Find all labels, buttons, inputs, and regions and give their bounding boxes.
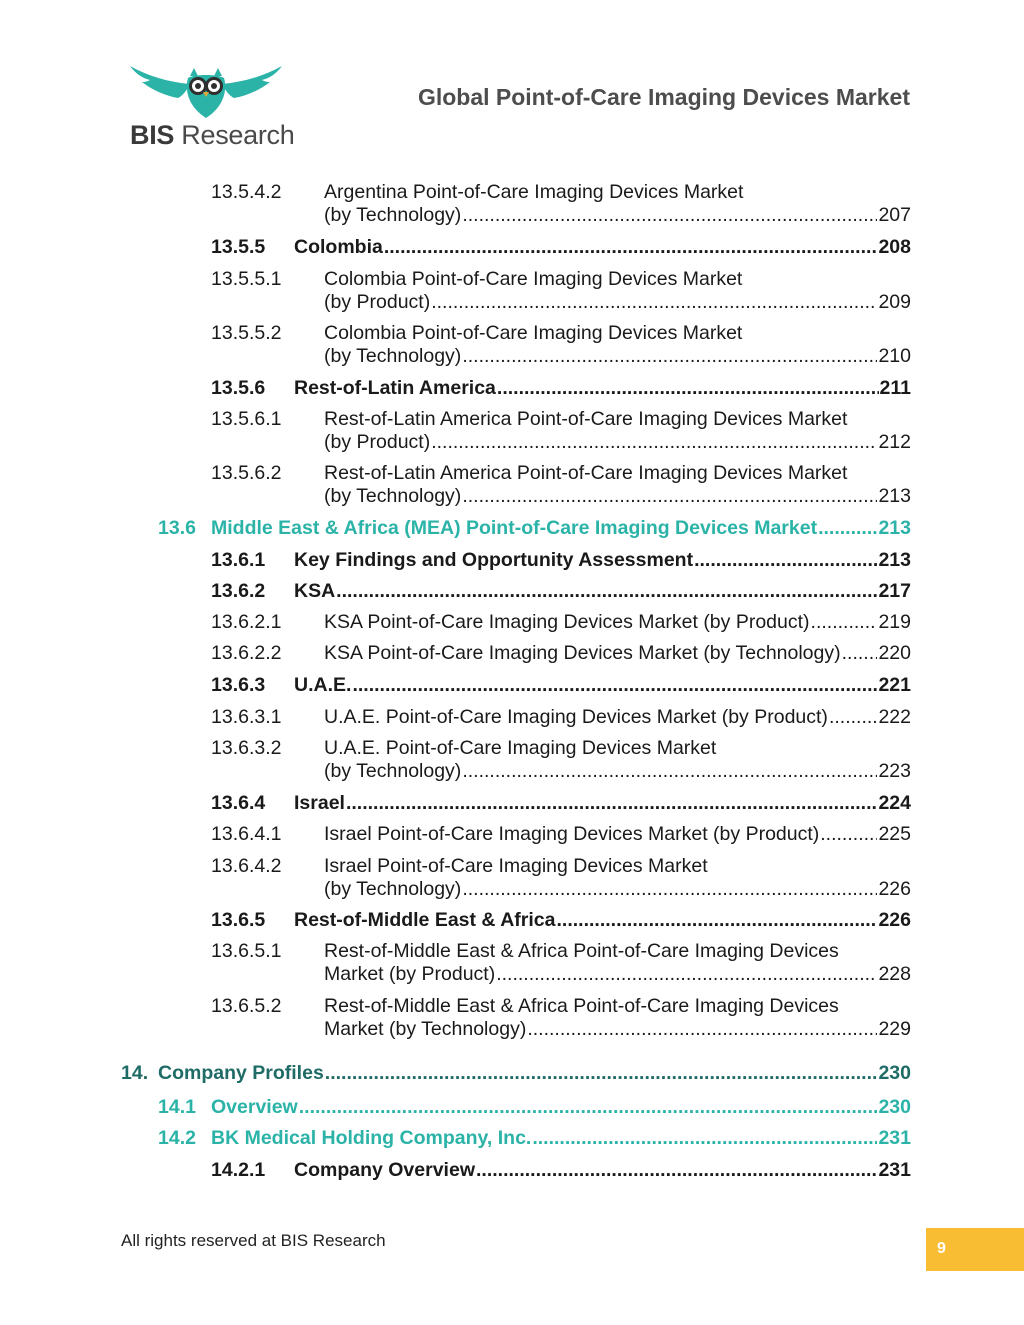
toc-entry-title: (by Technology) bbox=[324, 878, 462, 900]
toc-entry-title: Rest-of-Latin America Point-of-Care Imaging Devices Market bbox=[324, 462, 848, 484]
toc-entry-title: Overview bbox=[211, 1096, 298, 1118]
toc-entry-page: 219 bbox=[878, 611, 911, 633]
toc-dot-leader bbox=[527, 1018, 877, 1041]
toc-entry-title: Colombia Point-of-Care Imaging Devices Market bbox=[324, 268, 743, 290]
footer-rights: All rights reserved at BIS Research bbox=[121, 1231, 386, 1250]
toc-entry-number: 13.5.6 bbox=[211, 377, 266, 399]
toc-dot-leader bbox=[431, 431, 877, 454]
toc-entry-title: KSA Point-of-Care Imaging Devices Market (by Product) bbox=[324, 611, 810, 633]
toc-dot-leader bbox=[462, 345, 877, 368]
toc-entry[interactable] bbox=[211, 322, 911, 368]
toc-entry[interactable] bbox=[158, 1127, 911, 1150]
toc-dot-leader bbox=[431, 291, 877, 314]
toc-entry-title: Argentina Point-of-Care Imaging Devices Market bbox=[324, 181, 744, 203]
toc-entry-number: 13.6 bbox=[158, 517, 196, 539]
toc-entry[interactable] bbox=[211, 181, 911, 227]
toc-dot-leader bbox=[532, 1127, 877, 1150]
page-title: Global Point-of-Care Imaging Devices Market bbox=[417, 84, 910, 110]
toc-entry-title: (by Product) bbox=[324, 291, 431, 313]
toc-entry-title: Colombia Point-of-Care Imaging Devices Market bbox=[324, 322, 743, 344]
toc-entry-page: 222 bbox=[878, 706, 911, 728]
toc-entry-number: 13.6.3 bbox=[211, 674, 266, 696]
toc-dot-leader bbox=[829, 706, 878, 729]
toc-entry[interactable] bbox=[211, 706, 911, 729]
toc-entry-number: 13.6.2 bbox=[211, 580, 266, 602]
toc-entry[interactable] bbox=[211, 236, 911, 259]
toc-entry-title: Company Profiles bbox=[158, 1062, 324, 1084]
toc-dot-leader bbox=[496, 963, 877, 986]
toc-entry-number: 13.6.2.2 bbox=[211, 642, 282, 664]
toc-dot-leader bbox=[299, 1096, 878, 1119]
toc-entry-number: 13.5.6.2 bbox=[211, 462, 282, 484]
toc-entry[interactable] bbox=[211, 611, 911, 634]
toc-entry[interactable] bbox=[211, 408, 911, 454]
toc-entry-page: 217 bbox=[878, 580, 911, 602]
toc-entry[interactable] bbox=[211, 268, 911, 314]
toc-entry[interactable] bbox=[211, 377, 911, 400]
toc-dot-leader bbox=[325, 1062, 878, 1085]
toc-entry-number: 13.6.1 bbox=[211, 549, 266, 571]
toc-entry-title: Market (by Product) bbox=[324, 963, 496, 985]
toc-entry[interactable] bbox=[211, 1159, 911, 1182]
toc-entry[interactable] bbox=[158, 517, 911, 540]
toc-entry-title: Colombia bbox=[294, 236, 383, 258]
bis-research-logo bbox=[128, 62, 295, 154]
toc-entry[interactable] bbox=[211, 674, 911, 697]
toc-entry-page: 212 bbox=[878, 431, 911, 453]
toc-entry-title: Middle East & Africa (MEA) Point-of-Care Imaging Devices Market bbox=[211, 517, 818, 539]
toc-entry[interactable] bbox=[211, 855, 911, 901]
toc-dot-leader bbox=[352, 674, 877, 697]
logo-wordmark: BIS Research bbox=[130, 120, 295, 150]
toc-entry-number: 13.5.6.1 bbox=[211, 408, 282, 430]
toc-entry-title: U.A.E. Point-of-Care Imaging Devices Market bbox=[324, 737, 717, 759]
toc-entry-title: Market (by Technology) bbox=[324, 1018, 527, 1040]
toc-entry-number: 14.2 bbox=[158, 1127, 196, 1149]
toc-entry-title: (by Technology) bbox=[324, 485, 462, 507]
toc-entry-title: Israel bbox=[294, 792, 345, 814]
toc-entry-page: 208 bbox=[878, 236, 911, 258]
toc-entry-number: 14. bbox=[121, 1062, 149, 1084]
toc-entry-page: 207 bbox=[878, 204, 911, 226]
toc-entry-page: 210 bbox=[878, 345, 911, 367]
toc-entry-number: 13.5.5.2 bbox=[211, 322, 282, 344]
toc-entry-number: 13.5.5.1 bbox=[211, 268, 282, 290]
toc-dot-leader bbox=[842, 642, 878, 665]
toc-entry-page: 230 bbox=[878, 1062, 911, 1084]
toc-entry-title: Rest-of-Middle East & Africa Point-of-Care Imaging Devices bbox=[324, 940, 839, 962]
toc-entry-title: (by Technology) bbox=[324, 345, 462, 367]
toc-entry-number: 13.6.4 bbox=[211, 792, 266, 814]
toc-entry-page: 209 bbox=[878, 291, 911, 313]
toc-entry-page: 231 bbox=[878, 1127, 911, 1149]
toc-entry[interactable] bbox=[211, 995, 911, 1041]
toc-entry-page: 226 bbox=[878, 878, 911, 900]
toc-entry-number: 13.6.2.1 bbox=[211, 611, 282, 633]
toc-entry[interactable] bbox=[211, 549, 911, 572]
toc-entry[interactable] bbox=[211, 823, 911, 846]
toc-entry-title: (by Technology) bbox=[324, 760, 462, 782]
toc-dot-leader bbox=[811, 611, 878, 634]
toc-entry-number: 13.6.5.2 bbox=[211, 995, 282, 1017]
toc-dot-leader bbox=[384, 236, 878, 259]
toc-entry-title: U.A.E. bbox=[294, 674, 352, 696]
toc-entry-title: Israel Point-of-Care Imaging Devices Market (by Product) bbox=[324, 823, 820, 845]
toc-entry[interactable] bbox=[211, 737, 911, 783]
toc-dot-leader bbox=[497, 377, 879, 400]
toc-entry[interactable] bbox=[211, 462, 911, 508]
toc-entry-number: 13.6.5.1 bbox=[211, 940, 282, 962]
toc-entry-title: Israel Point-of-Care Imaging Devices Market bbox=[324, 855, 708, 877]
toc-entry-page: 213 bbox=[878, 485, 911, 507]
toc-entry-page: 228 bbox=[878, 963, 911, 985]
owl-icon bbox=[128, 62, 284, 120]
toc-entry-title: (by Technology) bbox=[324, 204, 462, 226]
toc-entry[interactable] bbox=[121, 1062, 911, 1085]
toc-entry-title: Rest-of-Middle East & Africa bbox=[294, 909, 556, 931]
toc-entry-title: KSA bbox=[294, 580, 336, 602]
toc-entry-number: 13.6.3.1 bbox=[211, 706, 282, 728]
toc-entry-title: Key Findings and Opportunity Assessment bbox=[294, 549, 694, 571]
toc-entry[interactable] bbox=[211, 909, 911, 932]
toc-dot-leader bbox=[462, 204, 877, 227]
toc-dot-leader bbox=[820, 823, 877, 846]
toc-dot-leader bbox=[818, 517, 877, 540]
toc-dot-leader bbox=[462, 760, 877, 783]
toc-entry-page: 220 bbox=[878, 642, 911, 664]
toc-entry-page: 221 bbox=[878, 674, 911, 696]
toc-entry-page: 229 bbox=[878, 1018, 911, 1040]
toc-dot-leader bbox=[346, 792, 877, 815]
toc-entry-title: Rest-of-Latin America bbox=[294, 377, 496, 399]
toc-entry-title: Company Overview bbox=[294, 1159, 475, 1181]
toc-entry-page: 226 bbox=[878, 909, 911, 931]
toc-entry-title: KSA Point-of-Care Imaging Devices Market (by Technology) bbox=[324, 642, 841, 664]
toc-entry-title: U.A.E. Point-of-Care Imaging Devices Market (by Product) bbox=[324, 706, 828, 728]
toc-dot-leader bbox=[476, 1159, 877, 1182]
toc-entry-page: 224 bbox=[878, 792, 911, 814]
toc-entry-number: 14.1 bbox=[158, 1096, 196, 1118]
toc-entry-number: 13.6.3.2 bbox=[211, 737, 282, 759]
toc-entry[interactable] bbox=[211, 642, 911, 665]
toc-entry-title: BK Medical Holding Company, Inc. bbox=[211, 1127, 532, 1149]
toc-entry-number: 13.6.4.1 bbox=[211, 823, 282, 845]
toc-entry[interactable] bbox=[211, 580, 911, 603]
toc-entry[interactable] bbox=[211, 792, 911, 815]
toc-entry-title: Rest-of-Latin America Point-of-Care Imaging Devices Market bbox=[324, 408, 848, 430]
toc-entry[interactable] bbox=[211, 940, 911, 986]
toc-entry-number: 13.6.5 bbox=[211, 909, 266, 931]
toc-entry-page: 223 bbox=[878, 760, 911, 782]
toc-entry-number: 13.6.4.2 bbox=[211, 855, 282, 877]
toc-entry-page: 211 bbox=[879, 377, 911, 399]
toc-entry[interactable] bbox=[158, 1096, 911, 1119]
toc-entry-number: 13.5.4.2 bbox=[211, 181, 282, 203]
page-number-badge bbox=[926, 1228, 1024, 1271]
toc-entry-page: 213 bbox=[878, 517, 911, 539]
toc-entry-number: 13.5.5 bbox=[211, 236, 266, 258]
toc-entry-page: 213 bbox=[878, 549, 911, 571]
toc-entry-title: Rest-of-Middle East & Africa Point-of-Care Imaging Devices bbox=[324, 995, 839, 1017]
toc-entry-page: 231 bbox=[878, 1159, 911, 1181]
toc-dot-leader bbox=[556, 909, 877, 932]
toc-dot-leader bbox=[336, 580, 877, 603]
page-number: 9 bbox=[937, 1240, 946, 1257]
toc-entry-page: 225 bbox=[878, 823, 911, 845]
toc-entry-title: (by Product) bbox=[324, 431, 431, 453]
toc-entry-page: 230 bbox=[878, 1096, 911, 1118]
toc-dot-leader bbox=[462, 878, 877, 901]
toc-dot-leader bbox=[694, 549, 877, 572]
toc-entry-number: 14.2.1 bbox=[211, 1159, 266, 1181]
toc-dot-leader bbox=[462, 485, 877, 508]
